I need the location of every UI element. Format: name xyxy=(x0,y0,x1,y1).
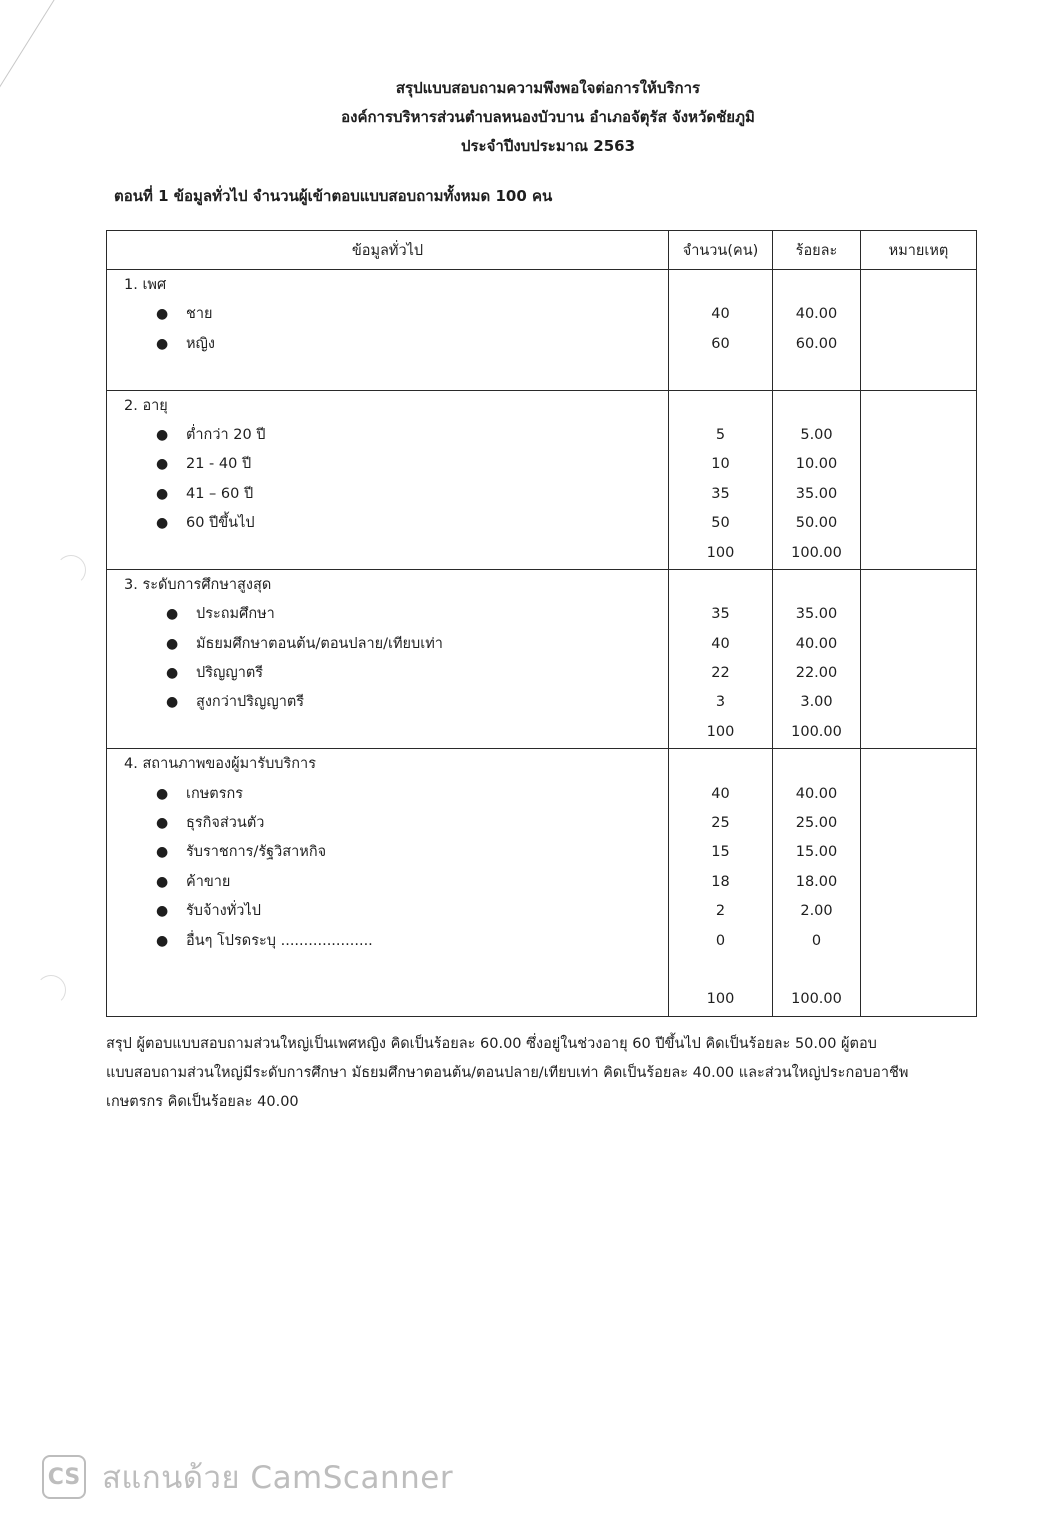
list-item xyxy=(108,450,667,479)
bullet-icon: ● xyxy=(156,485,169,502)
spacer xyxy=(670,271,771,300)
bullet-icon: ● xyxy=(156,873,169,890)
item-percent: 35.00 xyxy=(795,485,838,502)
item-count: 18 xyxy=(711,873,730,890)
bullet-icon: ● xyxy=(166,694,179,711)
item-label: ต่ำกว่า 20 ปี xyxy=(186,426,266,443)
header-count: จำนวน(คน) xyxy=(669,231,773,270)
item-percent: 0 xyxy=(811,932,822,949)
item-percent: 40.00 xyxy=(795,785,838,802)
total-count: 100 xyxy=(706,544,735,561)
spacer xyxy=(670,956,771,985)
title-line-1: สรุปแบบสอบถามความพึงพอใจต่อการให้บริการ xyxy=(395,79,701,97)
list-item xyxy=(108,300,667,329)
header-general-info: ข้อมูลทั่วไป xyxy=(107,231,669,270)
list-item xyxy=(108,659,667,688)
item-percent: 40.00 xyxy=(795,635,838,652)
item-count: 40 xyxy=(711,306,730,323)
title-line-3: ประจำปีงบประมาณ 2563 xyxy=(460,137,636,155)
item-count: 40 xyxy=(711,635,730,652)
survey-table xyxy=(106,230,977,1017)
bullet-icon: ● xyxy=(166,606,179,623)
item-label: ปริญญาตรี xyxy=(196,665,264,682)
table-header-row xyxy=(107,231,977,270)
item-percent: 10.00 xyxy=(795,456,838,473)
list-item xyxy=(108,780,667,809)
list-item xyxy=(108,509,667,538)
camscanner-logo-icon: CS xyxy=(42,1455,86,1499)
item-count: 35 xyxy=(711,485,730,502)
bullet-icon: ● xyxy=(156,456,169,473)
item-label: เกษตรกร xyxy=(186,785,244,802)
watermark-text: สแกนด้วย CamScanner xyxy=(102,1460,454,1496)
list-item xyxy=(108,927,667,956)
list-item xyxy=(108,897,667,926)
remark-cell xyxy=(861,569,977,748)
table-group-row xyxy=(107,390,977,569)
bullet-icon: ● xyxy=(156,903,169,920)
item-label: ค้าขาย xyxy=(186,873,231,890)
title-line-2: องค์การบริหารส่วนตำบลหนองบัวบาน อำเภอจัตุรัส จังหวัดชัยภูมิ xyxy=(341,108,755,126)
list-item xyxy=(108,480,667,509)
spacer xyxy=(774,271,859,300)
total-percent: 100.00 xyxy=(791,991,842,1008)
list-item xyxy=(108,838,667,867)
total-count: 100 xyxy=(706,723,735,740)
group-label-cell xyxy=(107,390,669,569)
table-group-row xyxy=(107,270,977,391)
item-percent: 22.00 xyxy=(795,665,838,682)
item-label: ชาย xyxy=(186,306,213,323)
spacer xyxy=(670,750,771,779)
spacer xyxy=(108,539,667,568)
item-label: 21 - 40 ปี xyxy=(186,456,252,473)
bullet-icon: ● xyxy=(156,306,169,323)
item-percent: 35.00 xyxy=(795,606,838,623)
item-count: 50 xyxy=(711,515,730,532)
document-header xyxy=(0,74,1064,161)
group-title: 1. เพศ xyxy=(124,277,167,293)
item-label: รับจ้างทั่วไป xyxy=(186,903,261,920)
spacer xyxy=(774,359,859,388)
section-heading: ตอนที่ 1 ข้อมูลทั่วไป จำนวนผู้เข้าตอบแบบสอบถามทั้งหมด 100 คน xyxy=(114,187,553,205)
item-label: 41 – 60 ปี xyxy=(186,485,254,502)
spacer xyxy=(670,392,771,421)
count-cell xyxy=(669,270,773,391)
item-count: 25 xyxy=(711,815,730,832)
header-remark: หมายเหตุ xyxy=(861,231,977,270)
total-count: 100 xyxy=(706,991,735,1008)
spacer xyxy=(774,571,859,600)
percent-cell xyxy=(773,270,861,391)
item-count: 15 xyxy=(711,844,730,861)
item-count: 60 xyxy=(711,335,730,352)
item-label: ประถมศึกษา xyxy=(196,606,275,623)
spacer xyxy=(108,985,667,1014)
list-item xyxy=(108,330,667,359)
group-label-cell xyxy=(107,270,669,391)
remark-cell xyxy=(861,270,977,391)
summary-paragraph: สรุป ผู้ตอบแบบสอบถามส่วนใหญ่เป็นเพศหญิง คิดเป็นร้อยละ 60.00 ซึ่งอยู่ในช่วงอายุ 60 ปีขึ้นไป คิดเป็นร้อยละ 50.00 ผู้ตอบแบบสอบถามส่วนใหญ่มีระดับการศึกษา มัธยมศึกษาตอนต้น/ตอนปลาย/เทียบเท่า คิดเป็นร้อยละ 40.00 และส่วนใหญ่ประกอบอาชีพเกษตรกร คิดเป็นร้อยละ 40.00 xyxy=(106,1036,909,1110)
bullet-icon: ● xyxy=(156,335,169,352)
count-cell xyxy=(669,569,773,748)
percent-cell xyxy=(773,569,861,748)
item-label: สูงกว่าปริญญาตรี xyxy=(196,694,305,711)
item-percent: 25.00 xyxy=(795,815,838,832)
table-group-row xyxy=(107,569,977,748)
item-label: หญิง xyxy=(186,335,215,352)
bullet-icon: ● xyxy=(156,426,169,443)
bullet-icon: ● xyxy=(156,815,169,832)
item-label: รับราชการ/รัฐวิสาหกิจ xyxy=(186,844,327,861)
item-percent: 50.00 xyxy=(795,515,838,532)
punch-hole-mark xyxy=(36,975,66,1005)
spacer xyxy=(108,956,667,985)
percent-cell xyxy=(773,390,861,569)
item-label: ธุรกิจส่วนตัว xyxy=(186,815,265,832)
total-percent: 100.00 xyxy=(791,544,842,561)
list-item xyxy=(108,809,667,838)
item-percent: 60.00 xyxy=(795,335,838,352)
list-item xyxy=(108,868,667,897)
group-title: 3. ระดับการศึกษาสูงสุด xyxy=(124,576,272,593)
spacer xyxy=(774,750,859,779)
item-count: 35 xyxy=(711,606,730,623)
count-cell xyxy=(669,390,773,569)
header-percent: ร้อยละ xyxy=(773,231,861,270)
item-count: 5 xyxy=(715,426,726,443)
bullet-icon: ● xyxy=(156,785,169,802)
list-item xyxy=(108,600,667,629)
item-count: 2 xyxy=(715,903,726,920)
spacer xyxy=(670,359,771,388)
item-count: 22 xyxy=(711,665,730,682)
item-percent: 18.00 xyxy=(795,873,838,890)
item-percent: 15.00 xyxy=(795,844,838,861)
bullet-icon: ● xyxy=(156,932,169,949)
punch-hole-mark xyxy=(56,555,86,585)
spacer xyxy=(774,392,859,421)
item-count: 40 xyxy=(711,785,730,802)
table-group-row xyxy=(107,749,977,1017)
list-item xyxy=(108,688,667,717)
item-count: 10 xyxy=(711,456,730,473)
item-percent: 40.00 xyxy=(795,306,838,323)
list-item xyxy=(108,630,667,659)
remark-cell xyxy=(861,390,977,569)
item-label: 60 ปีขึ้นไป xyxy=(186,515,255,532)
group-label-cell xyxy=(107,569,669,748)
bullet-icon: ● xyxy=(156,844,169,861)
table-body xyxy=(107,270,977,1017)
remark-cell xyxy=(861,749,977,1017)
item-label: อื่นๆ โปรดระบุ .................... xyxy=(186,932,373,949)
spacer xyxy=(108,359,667,388)
item-percent: 3.00 xyxy=(800,694,833,711)
bullet-icon: ● xyxy=(166,665,179,682)
spacer xyxy=(774,956,859,985)
group-title: 2. อายุ xyxy=(124,397,168,414)
total-percent: 100.00 xyxy=(791,723,842,740)
count-cell xyxy=(669,749,773,1017)
spacer xyxy=(108,718,667,747)
group-title: 4. สถานภาพของผู้มารับบริการ xyxy=(124,756,316,773)
bullet-icon: ● xyxy=(166,635,179,652)
camscanner-watermark xyxy=(42,1452,453,1502)
item-count: 0 xyxy=(715,932,726,949)
item-percent: 2.00 xyxy=(800,903,833,920)
item-count: 3 xyxy=(715,694,726,711)
spacer xyxy=(670,571,771,600)
bullet-icon: ● xyxy=(156,515,169,532)
survey-table-wrapper xyxy=(106,230,976,1017)
group-label-cell xyxy=(107,749,669,1017)
item-label: มัธยมศึกษาตอนต้น/ตอนปลาย/เทียบเท่า xyxy=(196,635,443,652)
list-item xyxy=(108,421,667,450)
percent-cell xyxy=(773,749,861,1017)
item-percent: 5.00 xyxy=(800,426,833,443)
